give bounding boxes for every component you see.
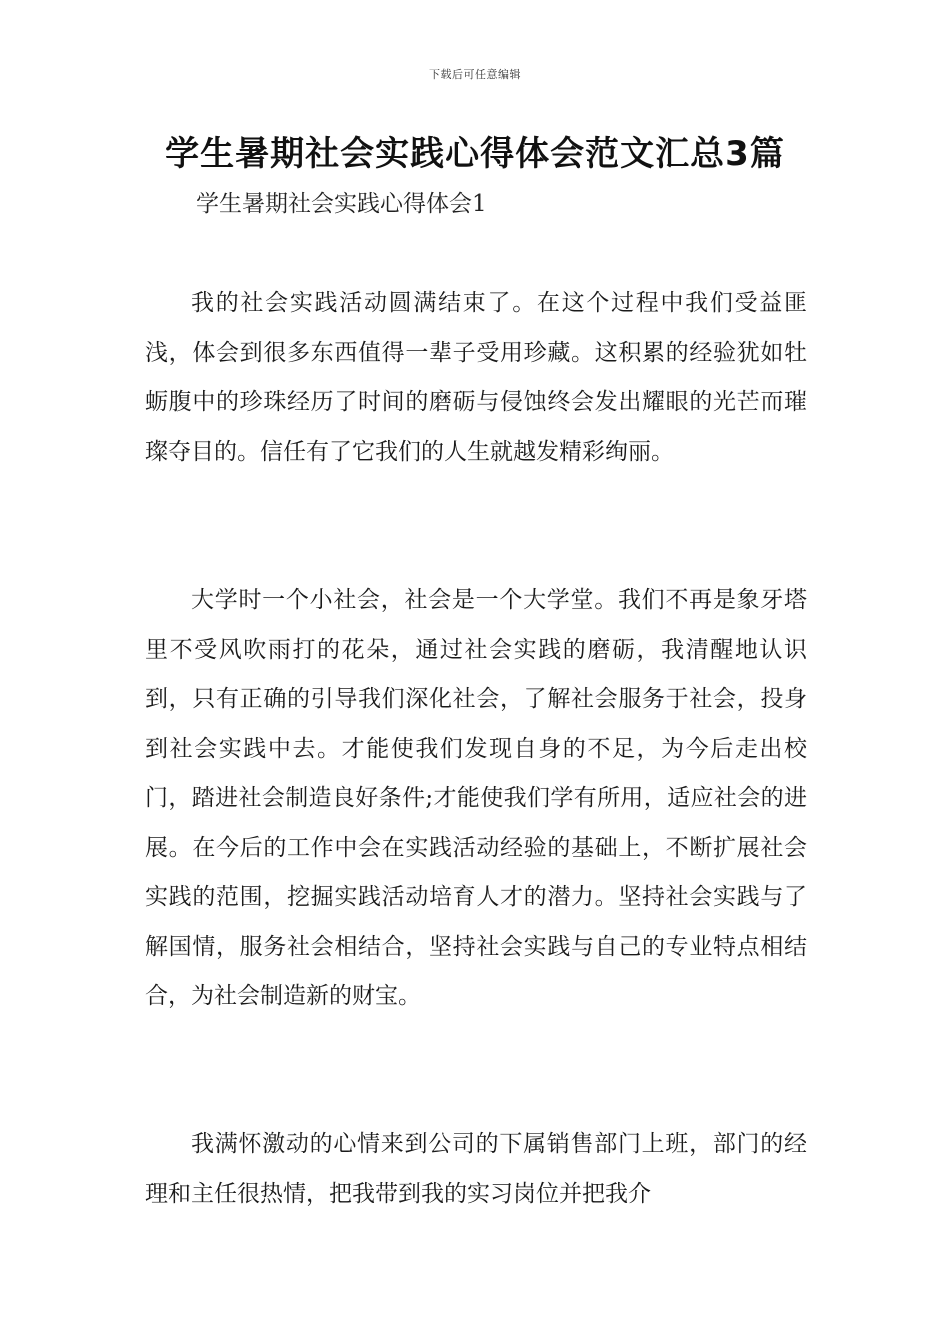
section-subtitle: 学生暑期社会实践心得体会1: [196, 191, 487, 217]
document-title: 学生暑期社会实践心得体会范文汇总3篇: [165, 134, 785, 174]
header-note: 下载后可任意编辑: [429, 68, 521, 81]
paragraph-2: 大学时一个小社会，社会是一个大学堂。我们不再是象牙塔里不受风吹雨打的花朵，通过社会实践的磨砺，我清醒地认识到，只有正确的引导我们深化社会，了解社会服务于社会，投身到社会实践中去。才能使我们发现自身的不足，为今后走出校门，踏进社会制造良好条件;才能使我们学有所用，适应社会的进展。在今后的工作中会在实践活动经验的基础上，不断扩展社会实践的范围，挖掘实践活动培育人才的潜力。坚持社会实践与了解国情，服务社会相结合，坚持社会实践与自己的专业特点相结合，为社会制造新的财宝。: [145, 587, 807, 1009]
paragraph-3: 我满怀激动的心情来到公司的下属销售部门上班，部门的经理和主任很热情，把我带到我的实习岗位并把我介: [145, 1131, 807, 1207]
paragraph-1: 我的社会实践活动圆满结束了。在这个过程中我们受益匪浅，体会到很多东西值得一辈子受用珍藏。这积累的经验犹如牡蛎腹中的珍珠经历了时间的磨砺与侵蚀终会发出耀眼的光芒而璀璨夺目的。信任有了它我们的人生就越发精彩绚丽。: [145, 290, 807, 465]
